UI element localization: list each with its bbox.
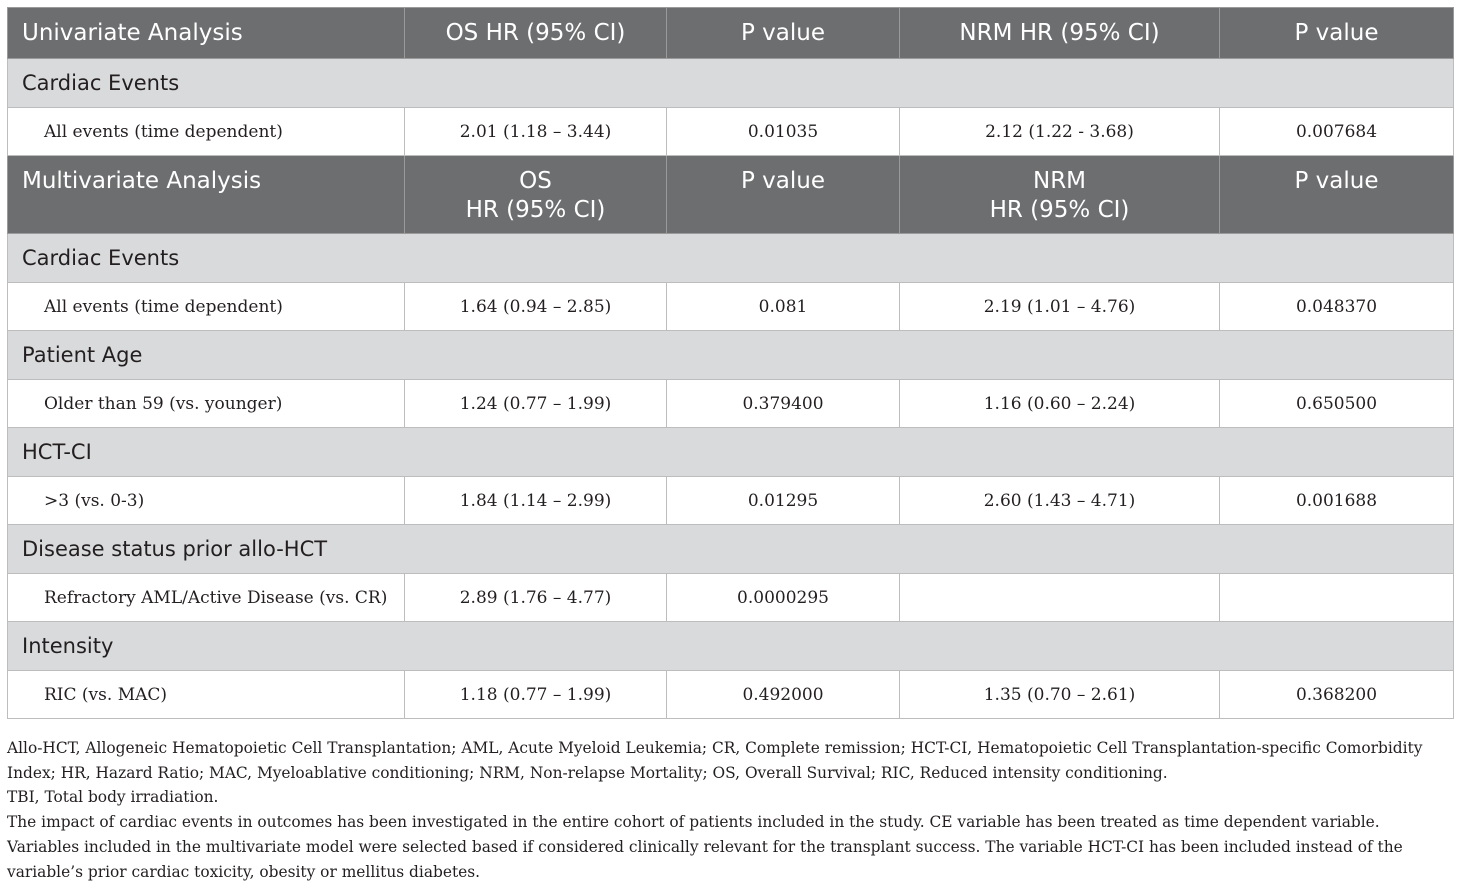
- section-title: Cardiac Events: [8, 234, 1454, 283]
- section-row: [8, 234, 1454, 283]
- table-row: [8, 574, 1454, 622]
- abbreviations-footnote: Allo-HCT, Allogeneic Hematopoietic Cell Transplantation; AML, Acute Myeloid Leukemia; CR, Complete remission; HCT-CI, Hematopoietic Cell Transplantation-specific Comorbidity Index; HR, Hazard Ratio; MAC, Myeloablative conditioning; NRM, Non-relapse Mortality; OS, Overall Survival; RIC, Reduced intensity conditioning.: [7, 739, 1423, 782]
- table-row: [8, 380, 1454, 428]
- section-title: HCT-CI: [8, 428, 1454, 477]
- variable-cell: Refractory AML/Active Disease (vs. CR): [8, 574, 405, 622]
- multivariate-header-row: [8, 156, 1454, 234]
- table-row: [8, 477, 1454, 525]
- tbi-footnote: TBI, Total body irradiation.: [7, 788, 219, 807]
- results-table-container: [7, 7, 1453, 719]
- nrm-hr-cell: 1.16 (0.60 – 2.24): [900, 380, 1220, 428]
- section-row: [8, 331, 1454, 380]
- nrm-hr-cell: 1.35 (0.70 – 2.61): [900, 671, 1220, 719]
- header-cell: Univariate Analysis: [8, 8, 405, 59]
- os-hr-cell: 1.64 (0.94 – 2.85): [405, 283, 667, 331]
- table-row: [8, 108, 1454, 156]
- header-cell: NRM HR (95% CI): [900, 156, 1220, 234]
- nrm-hr-cell: 2.19 (1.01 – 4.76): [900, 283, 1220, 331]
- section-title: Intensity: [8, 622, 1454, 671]
- section-row: [8, 59, 1454, 108]
- variable-cell: All events (time dependent): [8, 108, 405, 156]
- nrm-p-cell: [1220, 574, 1454, 622]
- table-row: [8, 283, 1454, 331]
- header-cell: OS HR (95% CI): [405, 156, 667, 234]
- univariate-header-row: [8, 8, 1454, 59]
- os-hr-cell: 1.84 (1.14 – 2.99): [405, 477, 667, 525]
- variable-cell: RIC (vs. MAC): [8, 671, 405, 719]
- os-p-cell: 0.01295: [667, 477, 900, 525]
- section-row: [8, 622, 1454, 671]
- section-title: Cardiac Events: [8, 59, 1454, 108]
- os-hr-cell: 2.89 (1.76 – 4.77): [405, 574, 667, 622]
- hazard-ratio-table: [7, 7, 1454, 719]
- section-row: [8, 428, 1454, 477]
- methods-footnote: The impact of cardiac events in outcomes has been investigated in the entire cohort of patients included in the study. CE variable has been treated as time dependent variable. Variables included in the multivariate model were selected based if considered clinically relevant for the transplant success. The variable HCT-CI has been included instead of the variable’s prior cardiac toxicity, obesity or mellitus diabetes.: [7, 813, 1403, 881]
- header-cell: Multivariate Analysis: [8, 156, 405, 234]
- os-p-cell: 0.492000: [667, 671, 900, 719]
- variable-cell: All events (time dependent): [8, 283, 405, 331]
- table-row: [8, 671, 1454, 719]
- variable-cell: Older than 59 (vs. younger): [8, 380, 405, 428]
- table-footnotes: [7, 736, 1453, 884]
- nrm-hr-cell: 2.12 (1.22 - 3.68): [900, 108, 1220, 156]
- os-p-cell: 0.379400: [667, 380, 900, 428]
- header-cell: P value: [667, 156, 900, 234]
- section-row: [8, 525, 1454, 574]
- header-cell: P value: [1220, 8, 1454, 59]
- header-cell: P value: [1220, 156, 1454, 234]
- variable-cell: >3 (vs. 0-3): [8, 477, 405, 525]
- section-title: Patient Age: [8, 331, 1454, 380]
- os-hr-cell: 1.18 (0.77 – 1.99): [405, 671, 667, 719]
- nrm-hr-cell: [900, 574, 1220, 622]
- os-hr-cell: 1.24 (0.77 – 1.99): [405, 380, 667, 428]
- nrm-p-cell: 0.650500: [1220, 380, 1454, 428]
- nrm-p-cell: 0.368200: [1220, 671, 1454, 719]
- header-cell: OS HR (95% CI): [405, 8, 667, 59]
- header-cell: P value: [667, 8, 900, 59]
- os-p-cell: 0.081: [667, 283, 900, 331]
- os-p-cell: 0.0000295: [667, 574, 900, 622]
- nrm-p-cell: 0.001688: [1220, 477, 1454, 525]
- header-cell: NRM HR (95% CI): [900, 8, 1220, 59]
- nrm-p-cell: 0.007684: [1220, 108, 1454, 156]
- os-hr-cell: 2.01 (1.18 – 3.44): [405, 108, 667, 156]
- section-title: Disease status prior allo-HCT: [8, 525, 1454, 574]
- nrm-hr-cell: 2.60 (1.43 – 4.71): [900, 477, 1220, 525]
- nrm-p-cell: 0.048370: [1220, 283, 1454, 331]
- os-p-cell: 0.01035: [667, 108, 900, 156]
